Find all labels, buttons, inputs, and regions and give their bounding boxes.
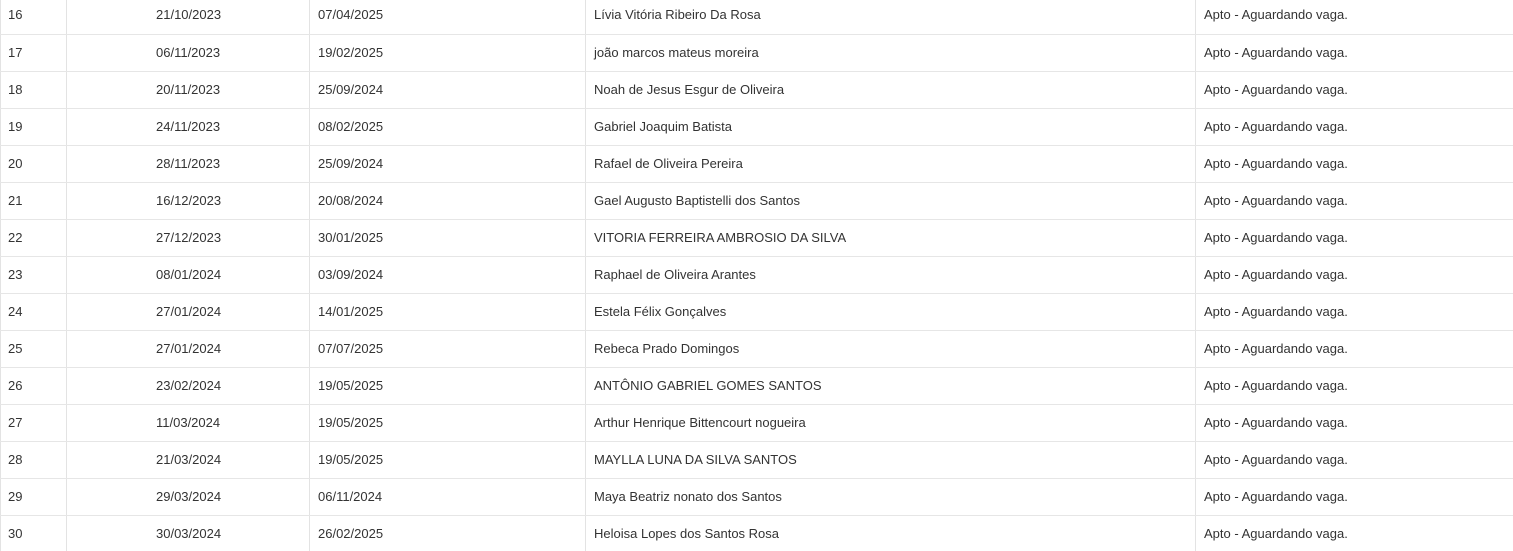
cell-child-name: Raphael de Oliveira Arantes	[586, 256, 1196, 293]
table-row	[1, 145, 1513, 182]
cell-status: Apto - Aguardando vaga.	[1196, 0, 1513, 34]
cell-child-name: Lívia Vitória Ribeiro Da Rosa	[586, 0, 1196, 34]
cell-status: Apto - Aguardando vaga.	[1196, 367, 1513, 404]
cell-registration-date: 08/01/2024	[67, 256, 310, 293]
cell-registration-date: 16/12/2023	[67, 182, 310, 219]
cell-update-date: 19/05/2025	[310, 367, 586, 404]
cell-child-name: Arthur Henrique Bittencourt nogueira	[586, 404, 1196, 441]
cell-registration-date: 27/01/2024	[67, 293, 310, 330]
cell-registration-date: 27/12/2023	[67, 219, 310, 256]
table-row	[1, 515, 1513, 551]
cell-update-date: 07/07/2025	[310, 330, 586, 367]
cell-status: Apto - Aguardando vaga.	[1196, 34, 1513, 71]
table-row	[1, 34, 1513, 71]
cell-status: Apto - Aguardando vaga.	[1196, 71, 1513, 108]
cell-number: 18	[1, 71, 67, 108]
cell-number: 21	[1, 182, 67, 219]
cell-update-date: 03/09/2024	[310, 256, 586, 293]
cell-update-date: 26/02/2025	[310, 515, 586, 551]
table-row	[1, 182, 1513, 219]
cell-registration-date: 27/01/2024	[67, 330, 310, 367]
cell-child-name: Noah de Jesus Esgur de Oliveira	[586, 71, 1196, 108]
cell-number: 28	[1, 441, 67, 478]
cell-registration-date: 21/03/2024	[67, 441, 310, 478]
cell-registration-date: 21/10/2023	[67, 0, 310, 34]
cell-registration-date: 24/11/2023	[67, 108, 310, 145]
cell-update-date: 30/01/2025	[310, 219, 586, 256]
cell-child-name: Rebeca Prado Domingos	[586, 330, 1196, 367]
cell-number: 17	[1, 34, 67, 71]
table-row	[1, 108, 1513, 145]
cell-registration-date: 06/11/2023	[67, 34, 310, 71]
cell-number: 26	[1, 367, 67, 404]
cell-number: 25	[1, 330, 67, 367]
cell-update-date: 08/02/2025	[310, 108, 586, 145]
cell-number: 19	[1, 108, 67, 145]
cell-status: Apto - Aguardando vaga.	[1196, 108, 1513, 145]
cell-child-name: Gabriel Joaquim Batista	[586, 108, 1196, 145]
table-row	[1, 256, 1513, 293]
cell-registration-date: 11/03/2024	[67, 404, 310, 441]
cell-status: Apto - Aguardando vaga.	[1196, 330, 1513, 367]
cell-status: Apto - Aguardando vaga.	[1196, 404, 1513, 441]
cell-child-name: Heloisa Lopes dos Santos Rosa	[586, 515, 1196, 551]
cell-status: Apto - Aguardando vaga.	[1196, 441, 1513, 478]
cell-update-date: 14/01/2025	[310, 293, 586, 330]
cell-update-date: 19/05/2025	[310, 441, 586, 478]
cell-child-name: MAYLLA LUNA DA SILVA SANTOS	[586, 441, 1196, 478]
cell-status: Apto - Aguardando vaga.	[1196, 145, 1513, 182]
cell-update-date: 06/11/2024	[310, 478, 586, 515]
table-row	[1, 367, 1513, 404]
cell-update-date: 20/08/2024	[310, 182, 586, 219]
cell-child-name: Estela Félix Gonçalves	[586, 293, 1196, 330]
cell-number: 16	[1, 0, 67, 34]
table-row	[1, 404, 1513, 441]
cell-number: 20	[1, 145, 67, 182]
cell-child-name: Gael Augusto Baptistelli dos Santos	[586, 182, 1196, 219]
cell-update-date: 19/05/2025	[310, 404, 586, 441]
table-row	[1, 219, 1513, 256]
table-row	[1, 71, 1513, 108]
cell-update-date: 07/04/2025	[310, 0, 586, 34]
cell-number: 29	[1, 478, 67, 515]
cell-child-name: joão marcos mateus moreira	[586, 34, 1196, 71]
table-row	[1, 293, 1513, 330]
cell-child-name: ANTÔNIO GABRIEL GOMES SANTOS	[586, 367, 1196, 404]
cell-status: Apto - Aguardando vaga.	[1196, 293, 1513, 330]
cell-update-date: 19/02/2025	[310, 34, 586, 71]
cell-update-date: 25/09/2024	[310, 71, 586, 108]
cell-number: 22	[1, 219, 67, 256]
cell-child-name: Rafael de Oliveira Pereira	[586, 145, 1196, 182]
cell-update-date: 25/09/2024	[310, 145, 586, 182]
cell-status: Apto - Aguardando vaga.	[1196, 478, 1513, 515]
cell-child-name: Maya Beatriz nonato dos Santos	[586, 478, 1196, 515]
cell-registration-date: 30/03/2024	[67, 515, 310, 551]
cell-status: Apto - Aguardando vaga.	[1196, 515, 1513, 551]
cell-status: Apto - Aguardando vaga.	[1196, 182, 1513, 219]
cell-registration-date: 29/03/2024	[67, 478, 310, 515]
cell-child-name: VITORIA FERREIRA AMBROSIO DA SILVA	[586, 219, 1196, 256]
cell-number: 23	[1, 256, 67, 293]
cell-registration-date: 23/02/2024	[67, 367, 310, 404]
cell-status: Apto - Aguardando vaga.	[1196, 256, 1513, 293]
cell-number: 27	[1, 404, 67, 441]
cell-number: 30	[1, 515, 67, 551]
cell-registration-date: 28/11/2023	[67, 145, 310, 182]
cell-number: 24	[1, 293, 67, 330]
table-row	[1, 330, 1513, 367]
table-row	[1, 441, 1513, 478]
cell-status: Apto - Aguardando vaga.	[1196, 219, 1513, 256]
table-body	[1, 0, 1513, 551]
table-row	[1, 0, 1513, 34]
table-row	[1, 478, 1513, 515]
cell-registration-date: 20/11/2023	[67, 71, 310, 108]
